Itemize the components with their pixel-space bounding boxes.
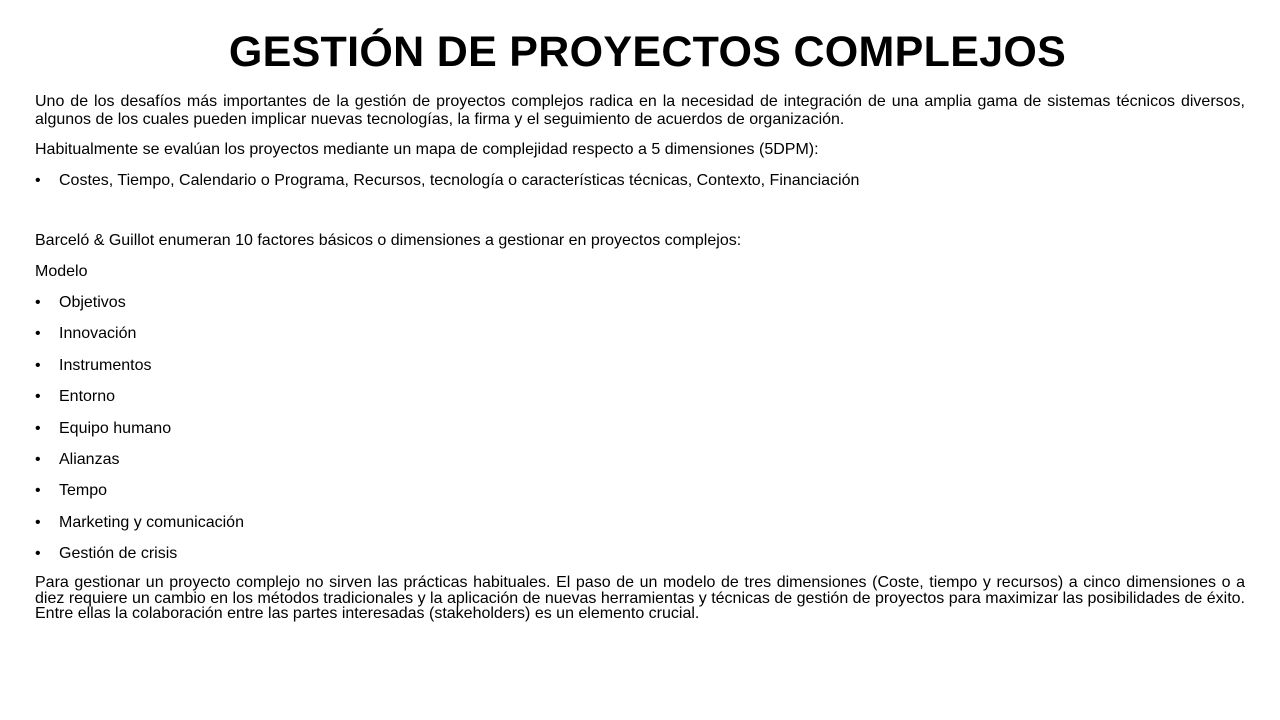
bullet-icon: • (35, 388, 41, 406)
bullet-icon: • (35, 325, 41, 343)
slide-body (35, 93, 1245, 622)
bullet-icon: • (35, 419, 41, 437)
list-item-text: Gestión de crisis (59, 545, 178, 563)
list-item-text: Equipo humano (59, 419, 172, 437)
factors-list (35, 294, 1245, 563)
model-label: Modelo (35, 263, 88, 280)
5dpm-paragraph: Habitualmente se evalúan los proyectos mediante un mapa de complejidad respecto a 5 dimensiones (5DPM): (35, 141, 819, 158)
intro-paragraph: Uno de los desafíos más importantes de la gestión de proyectos complejos radica en la necesidad de integración de una amplia gama de sistemas técnicos diversos, algunos de los cuales pueden implicar nuevas tecnologías, la firma y el seguimiento de acuerdos de organización. (35, 93, 1245, 128)
bullet-icon: • (35, 482, 41, 500)
list-item-text: Instrumentos (59, 356, 152, 374)
list-item (35, 388, 1245, 406)
list-item-text: Tempo (59, 482, 108, 500)
list-item-text: Objetivos (59, 294, 126, 311)
list-item-text: Marketing y comunicación (59, 513, 244, 531)
bullet-icon: • (35, 513, 41, 531)
bullet-icon: • (35, 450, 41, 468)
list-item-text: Costes, Tiempo, Calendario o Programa, Recursos, tecnología o características técnicas, Contexto, Financiación (59, 172, 860, 189)
list-item (35, 482, 1245, 500)
bullet-icon: • (35, 356, 41, 374)
list-item (35, 357, 1245, 375)
bullet-icon: • (35, 172, 41, 189)
factors-intro-paragraph: Barceló & Guillot enumeran 10 factores básicos o dimensiones a gestionar en proyectos complejos: (35, 232, 742, 249)
list-item-text: Entorno (59, 388, 116, 406)
slide-title: GESTIÓN DE PROYECTOS COMPLEJOS (228, 28, 1067, 76)
bullet-icon: • (35, 545, 41, 563)
list-item (35, 172, 1245, 190)
conclusion-paragraph: Para gestionar un proyecto complejo no sirven las prácticas habituales. El paso de un modelo de tres dimensiones (Coste, tiempo y recursos) a cinco dimensiones o a diez requiere un cambio en los métodos tradicionales y la aplicación de nuevas herramientas y técnicas de gestión de proyectos para maximizar las posibilidades de éxito. Entre ellas la colaboración entre las partes interesadas (stakeholders) es un elemento crucial. (35, 574, 1245, 623)
list-item (35, 451, 1245, 469)
list-item (35, 325, 1245, 343)
list-item-text: Alianzas (59, 450, 120, 468)
bullet-icon: • (35, 294, 41, 311)
list-item (35, 294, 1245, 312)
list-item (35, 545, 1245, 563)
list-item (35, 420, 1245, 438)
list-item-text: Innovación (59, 325, 137, 343)
list-item (35, 514, 1245, 532)
